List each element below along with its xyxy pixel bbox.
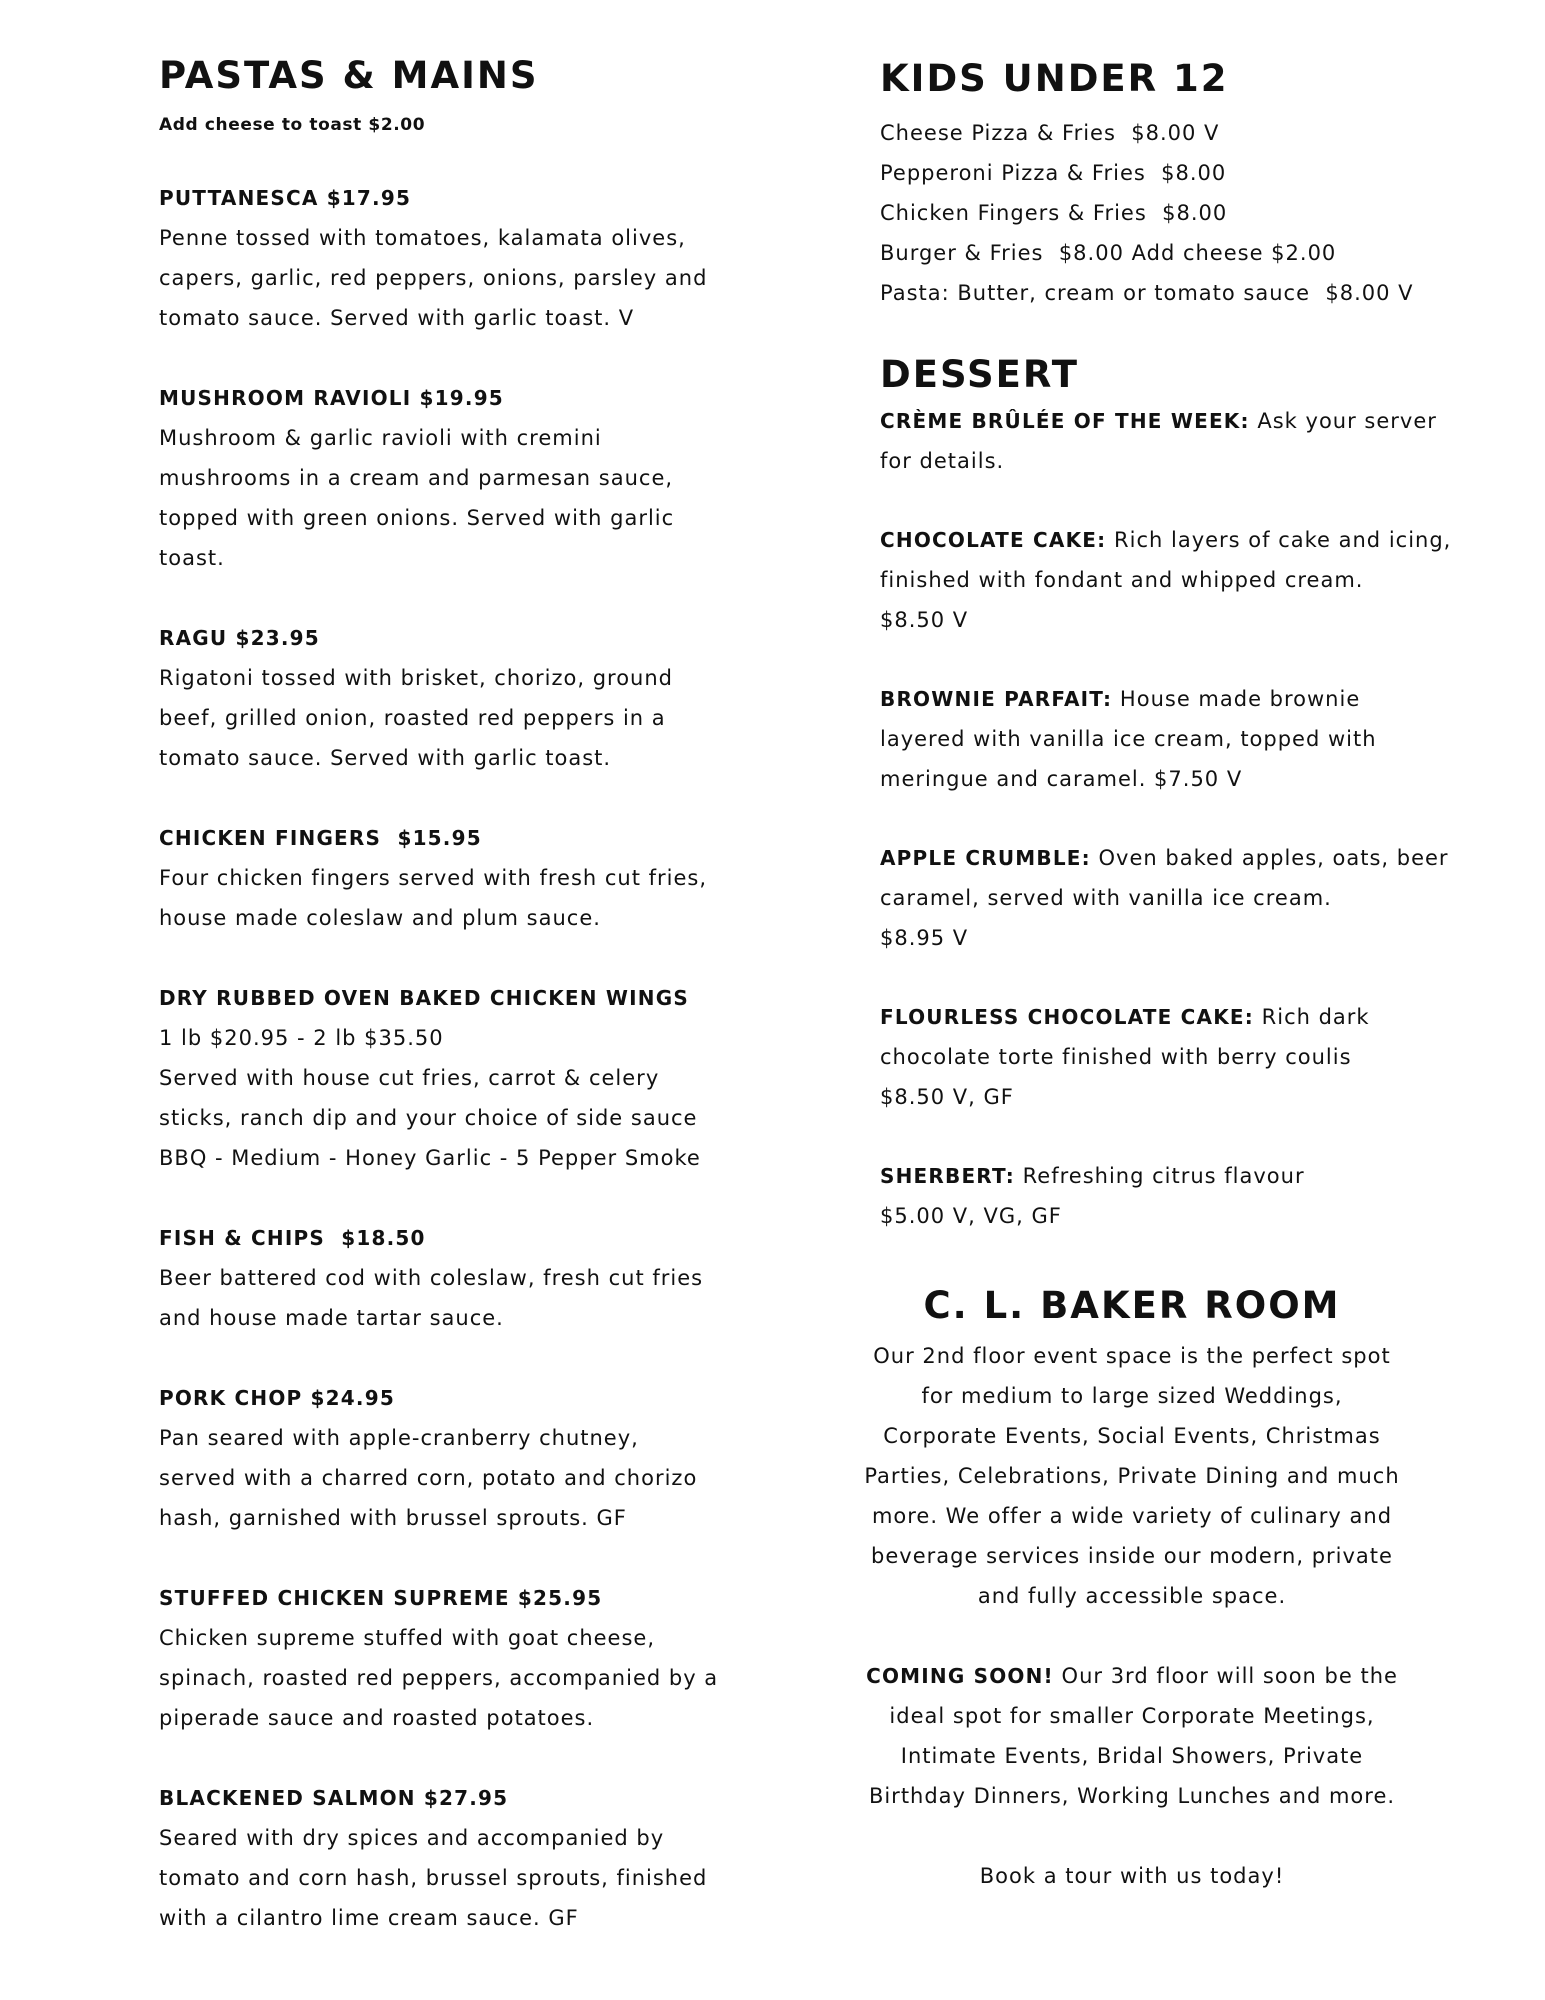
menu-item-stuffed-chicken [159, 1578, 759, 1738]
dessert-name: BROWNIE PARFAIT: [880, 687, 1113, 711]
dessert-name: FLOURLESS CHOCOLATE CAKE: [880, 1005, 1254, 1029]
menu-item-description: Chicken supreme stuffed with goat cheese, spinach, roasted red peppers, accompanied by a piperade sauce and roasted potatoes. [159, 1626, 719, 1730]
dessert-sherbert [880, 1156, 1460, 1236]
kids-item: Pasta: Butter, cream or tomato sauce $8.00 V [880, 281, 1414, 305]
menu-item-description: Penne tossed with tomatoes, kalamata olives, capers, garlic, red peppers, onions, parsley and tomato sauce. Served with garlic toast. V [159, 226, 708, 330]
baker-room-title: C. L. BAKER ROOM [923, 1284, 1341, 1327]
coming-soon-label: COMING SOON! [866, 1664, 1054, 1688]
menu-item-description: Four chicken fingers served with fresh cut fries, house made coleslaw and plum sauce. [159, 866, 708, 930]
kids-item: Pepperoni Pizza & Fries $8.00 [880, 161, 1227, 185]
menu-item-blackened-salmon [159, 1778, 759, 1938]
coming-soon-description: Our 3rd floor will soon be the ideal spot for smaller Corporate Meetings, Intimate Events, Bridal Showers, Private Birthday Dinners, Working Lunches and more. [868, 1664, 1398, 1808]
menu-item-ragu [159, 618, 759, 778]
kids-item: Burger & Fries $8.00 Add cheese $2.00 [880, 241, 1337, 265]
menu-item-fish-chips [159, 1218, 759, 1338]
pastas-mains-title: PASTAS & MAINS [159, 54, 539, 97]
dessert-title: DESSERT [880, 353, 1079, 396]
baker-room-description: Our 2nd floor event space is the perfect spot for medium to large sized Weddings, Corporate Events, Social Events, Christmas Parties, Celebrations, Private Dining and much more. We offer a wide variety of culinary and beverage services inside our modern, private and fully accessible space. [864, 1344, 1400, 1608]
dessert-brownie-parfait [880, 679, 1460, 799]
kids-title: KIDS UNDER 12 [880, 57, 1229, 100]
menu-item-name: DRY RUBBED OVEN BAKED CHICKEN WINGS [159, 986, 689, 1010]
menu-item-name: PUTTANESCA $17.95 [159, 186, 412, 210]
dessert-description: Rich dark chocolate torte finished with berry coulis $8.50 V, GF [880, 1005, 1370, 1109]
right-column [880, 55, 1460, 1236]
dessert-apple-crumble [880, 838, 1460, 958]
dessert-chocolate-cake [880, 520, 1460, 640]
baker-room-section [832, 1282, 1432, 1896]
cheese-toast-note: Add cheese to toast $2.00 [159, 115, 426, 135]
menu-item-description: 1 lb $20.95 - 2 lb $35.50 Served with house cut fries, carrot & celery sticks, ranch dip and your choice of side sauce BBQ - Medium - Honey Garlic - 5 Pepper Smoke [159, 1026, 701, 1170]
menu-item-name: PORK CHOP $24.95 [159, 1386, 395, 1410]
dessert-creme-brulee [880, 401, 1460, 481]
dessert-flourless-cake [880, 997, 1460, 1117]
kids-menu-list [880, 113, 1460, 313]
menu-item-pork-chop [159, 1378, 759, 1538]
menu-item-puttanesca [159, 178, 759, 338]
menu-item-chicken-wings [159, 978, 759, 1178]
menu-item-description: Beer battered cod with coleslaw, fresh cut fries and house made tartar sauce. [159, 1266, 704, 1330]
pastas-mains-section [159, 52, 759, 1938]
menu-item-name: MUSHROOM RAVIOLI $19.95 [159, 386, 504, 410]
menu-item-name: FISH & CHIPS $18.50 [159, 1226, 426, 1250]
menu-item-name: BLACKENED SALMON $27.95 [159, 1786, 509, 1810]
dessert-name: SHERBERT: [880, 1164, 1015, 1188]
kids-item: Chicken Fingers & Fries $8.00 [880, 201, 1228, 225]
menu-item-chicken-fingers [159, 818, 759, 938]
dessert-description: Ask your server for details. [880, 409, 1437, 473]
menu-item-name: CHICKEN FINGERS $15.95 [159, 826, 482, 850]
dessert-description: House made brownie layered with vanilla ice cream, topped with meringue and caramel. $7.50 V [880, 687, 1377, 791]
menu-item-mushroom-ravioli [159, 378, 759, 578]
menu-item-name: RAGU $23.95 [159, 626, 320, 650]
book-tour-text: Book a tour with us today! [979, 1864, 1285, 1888]
menu-item-name: STUFFED CHICKEN SUPREME $25.95 [159, 1586, 603, 1610]
dessert-name: CRÈME BRÛLÉE OF THE WEEK: [880, 409, 1250, 433]
dessert-description: Rich layers of cake and icing, finished with fondant and whipped cream. $8.50 V [880, 528, 1452, 632]
kids-item: Cheese Pizza & Fries $8.00 V [880, 121, 1220, 145]
dessert-description: Refreshing citrus flavour $5.00 V, VG, GF [880, 1164, 1305, 1228]
dessert-description: Oven baked apples, oats, beer caramel, served with vanilla ice cream. $8.95 V [880, 846, 1449, 950]
menu-item-description: Pan seared with apple-cranberry chutney, served with a charred corn, potato and chorizo hash, garnished with brussel sprouts. GF [159, 1426, 698, 1530]
menu-item-description: Seared with dry spices and accompanied by tomato and corn hash, brussel sprouts, finished with a cilantro lime cream sauce. GF [159, 1826, 708, 1930]
dessert-name: CHOCOLATE CAKE: [880, 528, 1107, 552]
coming-soon-text [832, 1656, 1432, 1816]
menu-item-description: Mushroom & garlic ravioli with cremini mushrooms in a cream and parmesan sauce, topped with green onions. Served with garlic toast. [159, 426, 675, 570]
dessert-name: APPLE CRUMBLE: [880, 846, 1091, 870]
menu-item-description: Rigatoni tossed with brisket, chorizo, ground beef, grilled onion, roasted red peppers in a tomato sauce. Served with garlic toast. [159, 666, 673, 770]
